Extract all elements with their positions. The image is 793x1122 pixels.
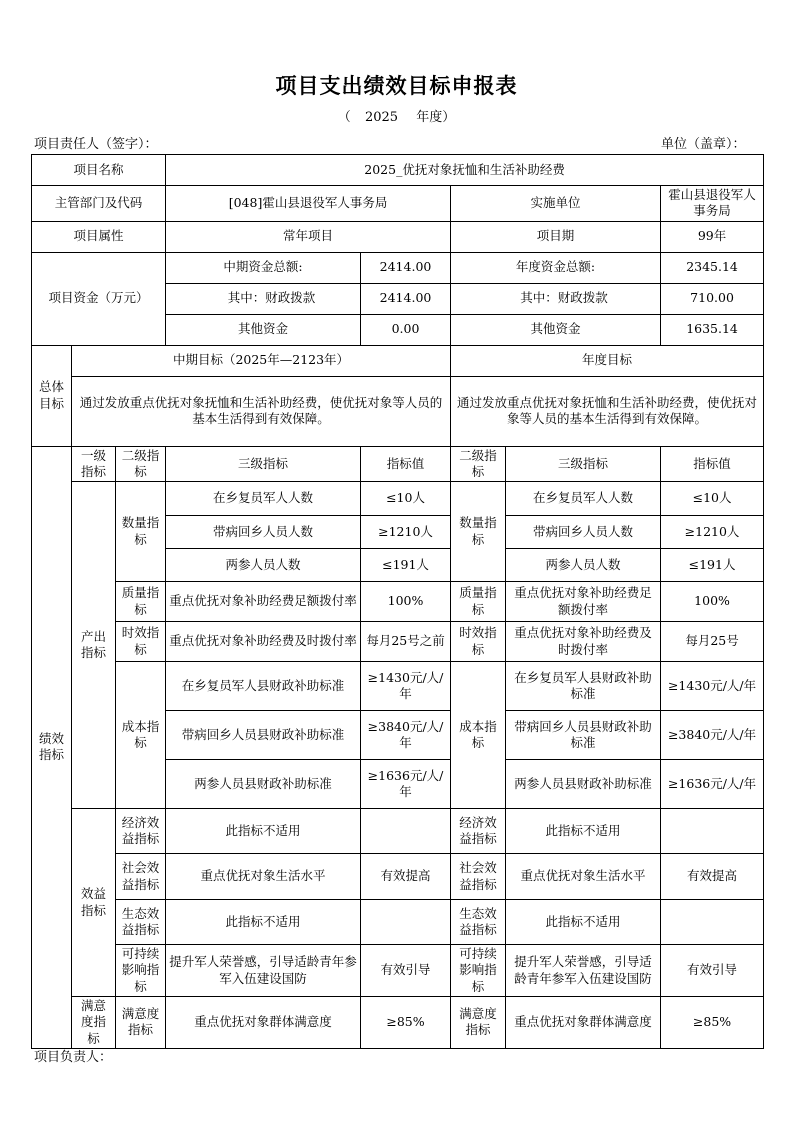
quality-mid: 重点优抚对象补助经费足额拨付率 <box>166 582 361 622</box>
q3-year: 两参人员人数 <box>506 549 661 582</box>
year-open: （ <box>337 110 351 125</box>
time-label-year: 时效指标 <box>451 622 506 662</box>
target-table <box>31 154 764 1049</box>
eco-mid-value <box>361 900 451 945</box>
sustain-mid: 提升军人荣誉感，引导适龄青年参军入伍建设国防 <box>166 945 361 997</box>
c1-mid: 在乡复员军人县财政补助标准 <box>166 662 361 711</box>
q1-mid-value: ≤10人 <box>361 482 451 516</box>
header-lvl2-mid: 二级指标 <box>116 446 166 482</box>
year-value: 2025 <box>364 110 399 125</box>
mid-goal-head: 中期目标（2025年—2123年） <box>72 345 451 376</box>
eco-mid: 此指标不适用 <box>166 900 361 945</box>
time-mid-value: 每月25号之前 <box>361 622 451 662</box>
sat-mid: 重点优抚对象群体满意度 <box>166 997 361 1049</box>
c1-year-value: ≥1430元/人/年 <box>661 662 764 711</box>
dept-value: [048]霍山县退役军人事务局 <box>166 186 451 222</box>
eco-year: 此指标不适用 <box>506 900 661 945</box>
time-mid: 重点优抚对象补助经费及时拨付率 <box>166 622 361 662</box>
q1-mid: 在乡复员军人人数 <box>166 482 361 516</box>
sustain-label-mid: 可持续影响指标 <box>116 945 166 997</box>
header-lvl2-year: 二级指标 <box>451 446 506 482</box>
time-year-value: 每月25号 <box>661 622 764 662</box>
year-suffix: 年度） <box>416 110 456 125</box>
mid-fiscal-value: 2414.00 <box>361 283 451 314</box>
responsible-person: 项目责任人（签字）： <box>34 137 158 152</box>
qty-label-year: 数量指标 <box>451 482 506 582</box>
period-label: 项目期 <box>451 221 661 252</box>
c3-year-value: ≥1636元/人/年 <box>661 760 764 809</box>
mid-goal-text: 通过发放重点优抚对象抚恤和生活补助经费，使优抚对象等人员的基本生活得到有效保障。 <box>72 376 451 446</box>
econ-mid-value <box>361 809 451 854</box>
c2-mid: 带病回乡人员县财政补助标准 <box>166 711 361 760</box>
sat-label-mid: 满意度指标 <box>116 997 166 1049</box>
quality-year: 重点优抚对象补助经费足额拨付率 <box>506 582 661 622</box>
eco-year-value <box>661 900 764 945</box>
c1-mid-value: ≥1430元/人/年 <box>361 662 451 711</box>
econ-year: 此指标不适用 <box>506 809 661 854</box>
sustain-label-year: 可持续影响指标 <box>451 945 506 997</box>
quality-label-mid: 质量指标 <box>116 582 166 622</box>
sat-label-year: 满意度指标 <box>451 997 506 1049</box>
q1-year-value: ≤10人 <box>661 482 764 516</box>
econ-mid: 此指标不适用 <box>166 809 361 854</box>
year-line <box>0 106 793 125</box>
impl-value: 霍山县退役军人事务局 <box>661 186 764 222</box>
c2-mid-value: ≥3840元/人/年 <box>361 711 451 760</box>
funds-label: 项目资金（万元） <box>32 252 166 345</box>
project-name: 2025_优抚对象抚恤和生活补助经费 <box>166 155 764 186</box>
project-leader: 项目负责人： <box>34 1050 113 1065</box>
year-fiscal-label: 其中：财政拨款 <box>451 283 661 314</box>
q3-mid-value: ≤191人 <box>361 549 451 582</box>
perf-indicator-label: 绩效指标 <box>32 446 72 1048</box>
social-label-mid: 社会效益指标 <box>116 854 166 900</box>
impl-label: 实施单位 <box>451 186 661 222</box>
c2-year-value: ≥3840元/人/年 <box>661 711 764 760</box>
year-other-value: 1635.14 <box>661 314 764 345</box>
header-lvl3-year: 三级指标 <box>506 446 661 482</box>
header-value-mid: 指标值 <box>361 446 451 482</box>
social-year: 重点优抚对象生活水平 <box>506 854 661 900</box>
year-goal-text: 通过发放重点优抚对象抚恤和生活补助经费，使优抚对象等人员的基本生活得到有效保障。 <box>451 376 764 446</box>
satisfaction-l1-label: 满意度指标 <box>72 997 116 1049</box>
quality-label-year: 质量指标 <box>451 582 506 622</box>
c3-year: 两参人员县财政补助标准 <box>506 760 661 809</box>
q2-year: 带病回乡人员人数 <box>506 516 661 549</box>
q2-year-value: ≥1210人 <box>661 516 764 549</box>
econ-label-year: 经济效益指标 <box>451 809 506 854</box>
project-name-label: 项目名称 <box>32 155 166 186</box>
effect-indicator-label: 效益指标 <box>72 809 116 997</box>
sat-year: 重点优抚对象群体满意度 <box>506 997 661 1049</box>
q3-year-value: ≤191人 <box>661 549 764 582</box>
sat-year-value: ≥85% <box>661 997 764 1049</box>
cost-label-mid: 成本指标 <box>116 662 166 809</box>
unit-seal: 单位（盖章）： <box>661 137 746 152</box>
attr-value: 常年项目 <box>166 221 451 252</box>
header-lvl3-mid: 三级指标 <box>166 446 361 482</box>
attr-label: 项目属性 <box>32 221 166 252</box>
sat-mid-value: ≥85% <box>361 997 451 1049</box>
sustain-mid-value: 有效引导 <box>361 945 451 997</box>
social-label-year: 社会效益指标 <box>451 854 506 900</box>
qty-label-mid: 数量指标 <box>116 482 166 582</box>
mid-other-value: 0.00 <box>361 314 451 345</box>
eco-label-mid: 生态效益指标 <box>116 900 166 945</box>
mid-total-value: 2414.00 <box>361 252 451 283</box>
header-value-year: 指标值 <box>661 446 764 482</box>
year-goal-head: 年度目标 <box>451 345 764 376</box>
c3-mid-value: ≥1636元/人/年 <box>361 760 451 809</box>
c2-year: 带病回乡人员县财政补助标准 <box>506 711 661 760</box>
year-total-value: 2345.14 <box>661 252 764 283</box>
dept-label: 主管部门及代码 <box>32 186 166 222</box>
econ-year-value <box>661 809 764 854</box>
q2-mid-value: ≥1210人 <box>361 516 451 549</box>
page-title: 项目支出绩效目标申报表 <box>275 73 518 98</box>
year-fiscal-value: 710.00 <box>661 283 764 314</box>
econ-label-mid: 经济效益指标 <box>116 809 166 854</box>
year-total-label: 年度资金总额: <box>451 252 661 283</box>
quality-year-value: 100% <box>661 582 764 622</box>
eco-label-year: 生态效益指标 <box>451 900 506 945</box>
period-value: 99年 <box>661 221 764 252</box>
social-mid-value: 有效提高 <box>361 854 451 900</box>
mid-total-label: 中期资金总额: <box>166 252 361 283</box>
social-year-value: 有效提高 <box>661 854 764 900</box>
cost-label-year: 成本指标 <box>451 662 506 809</box>
mid-other-label: 其他资金 <box>166 314 361 345</box>
output-indicator-label: 产出指标 <box>72 482 116 809</box>
social-mid: 重点优抚对象生活水平 <box>166 854 361 900</box>
c3-mid: 两参人员县财政补助标准 <box>166 760 361 809</box>
quality-mid-value: 100% <box>361 582 451 622</box>
q2-mid: 带病回乡人员人数 <box>166 516 361 549</box>
sustain-year-value: 有效引导 <box>661 945 764 997</box>
year-other-label: 其他资金 <box>451 314 661 345</box>
sustain-year: 提升军人荣誉感，引导适龄青年参军入伍建设国防 <box>506 945 661 997</box>
c1-year: 在乡复员军人县财政补助标准 <box>506 662 661 711</box>
time-label-mid: 时效指标 <box>116 622 166 662</box>
q3-mid: 两参人员人数 <box>166 549 361 582</box>
q1-year: 在乡复员军人人数 <box>506 482 661 516</box>
mid-fiscal-label: 其中：财政拨款 <box>166 283 361 314</box>
overall-goal-label: 总体目标 <box>32 345 72 446</box>
header-lvl1: 一级指标 <box>72 446 116 482</box>
time-year: 重点优抚对象补助经费及时拨付率 <box>506 622 661 662</box>
